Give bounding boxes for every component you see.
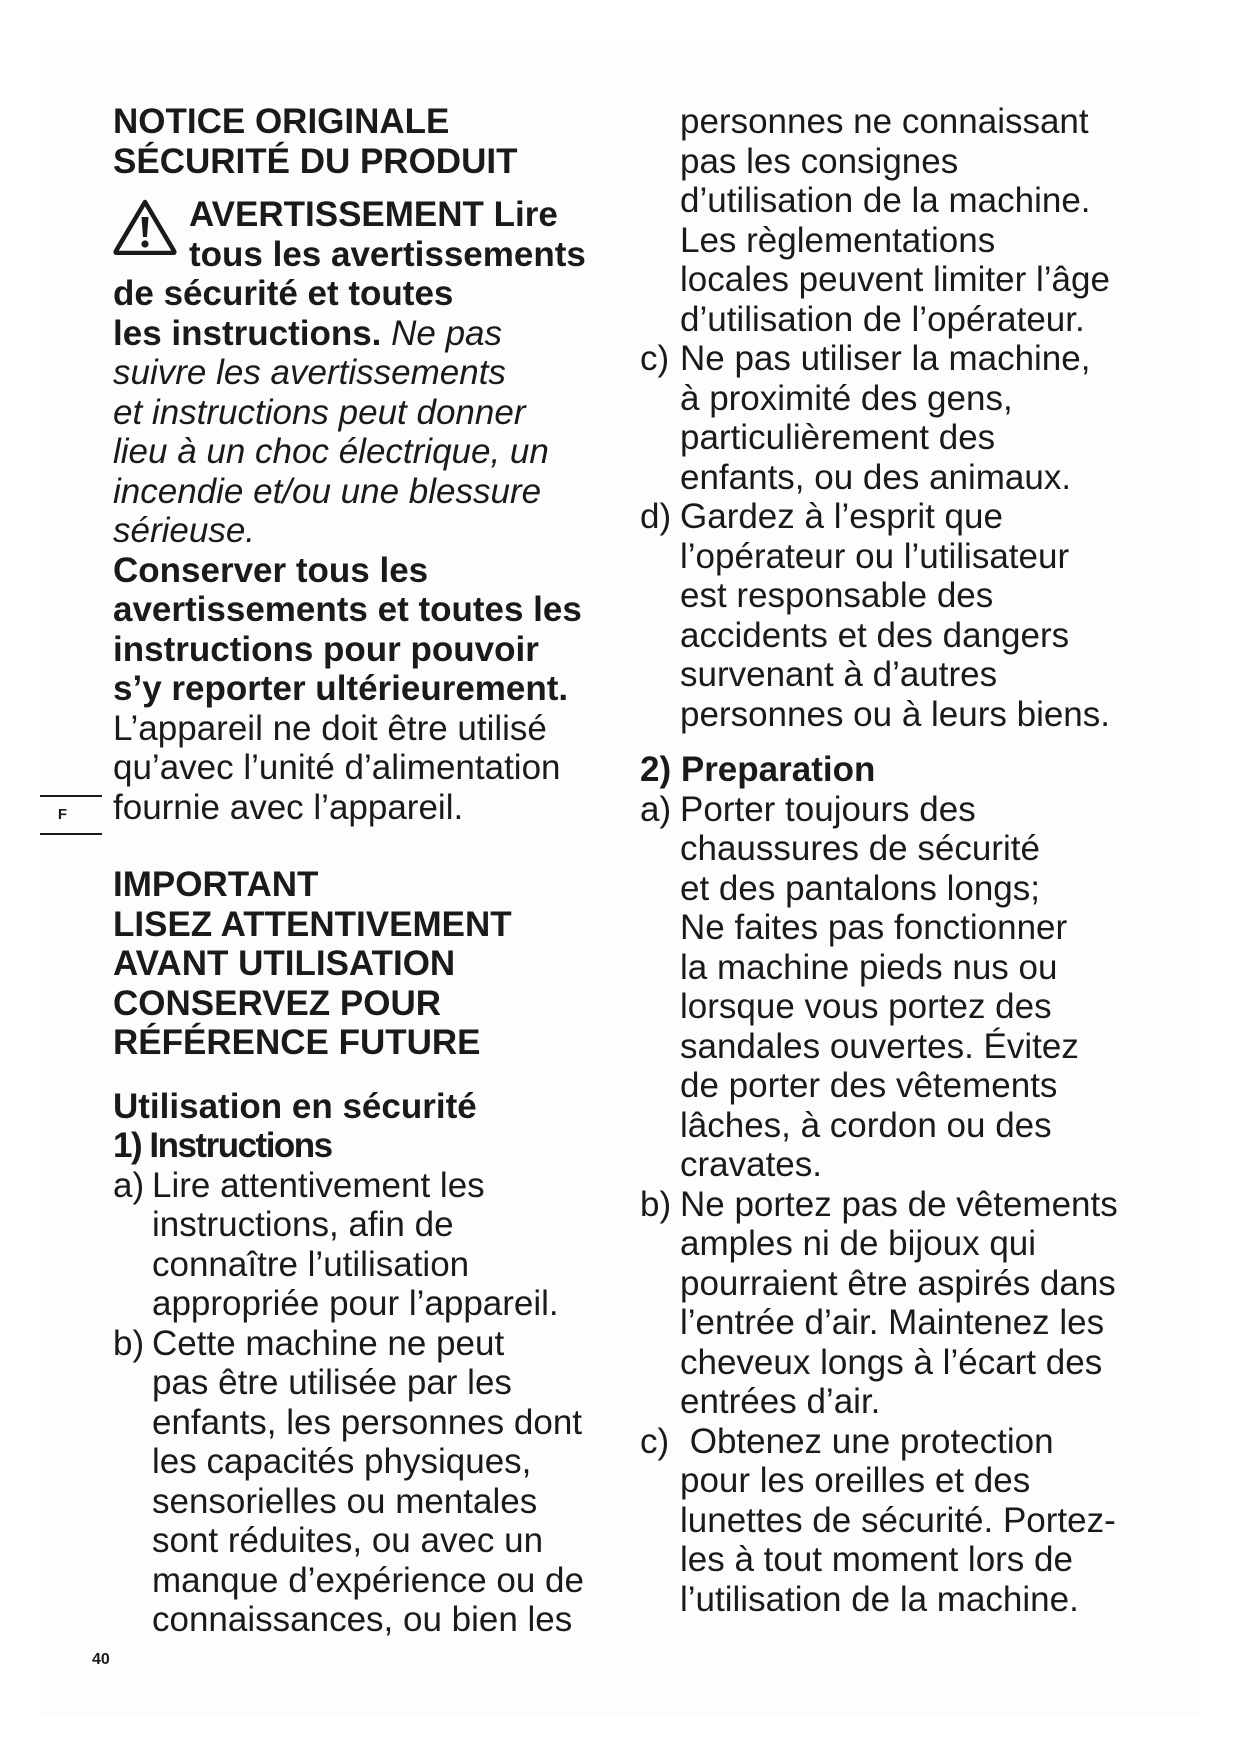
language-side-tab [40,795,102,835]
language-letter: F [57,806,68,823]
right-column [640,102,1200,1619]
page-number: 40 [92,1651,110,1668]
divider [40,833,102,835]
continuation-text: personnes ne connaissant pas les consignes d’utilisation de la machine. Les règlementations locales peuvent limiter l’âge d’utilisation de l’opérateur. [680,102,1110,339]
left-column [113,102,613,1640]
list-item: b) Cette machine ne peut pas être utilisée par les enfants, les personnes dont les capacités physiques, sensorielles ou mentales sont réduites, ou avec un manque d’expérience ou de connaissances, ou bien les [113,1323,584,1639]
safe-use-heading: Utilisation en sécurité [113,1086,477,1126]
list-item: c) Ne pas utiliser la machine, à proximité des gens, particulièrement des enfants, ou des animaux. [640,339,1091,497]
list-item: b) Ne portez pas de vêtements amples ni de bijoux qui pourraient être aspirés dans l’entrée d’air. Maintenez les cheveux longs à l’écart des entrées d’air. [640,1184,1118,1421]
list-item: a) Lire attentivement les instructions, afin de connaître l’utilisation appropriée pour l’appareil. [113,1165,559,1323]
list-item: d) Gardez à l’esprit que l’opérateur ou l’utilisateur est responsable des accidents et des dangers survenant à d’autres personnes ou à leurs biens. [640,497,1110,734]
preparation-heading: 2) Preparation [640,750,876,789]
document-title: NOTICE ORIGINALE SÉCURITÉ DU PRODUIT [113,102,518,181]
list-item: a) Porter toujours des chaussures de sécurité et des pantalons longs; Ne faites pas fonctionner la machine pieds nus ou lorsque vous portez des sandales ouvertes. Évitez de porter des vêtements lâches, à cordon ou des cravates. [640,789,1079,1184]
list-item: c) Obtenez une protection pour les oreilles et des lunettes de sécurité. Portez- les à tout moment lors de l’utilisation de la machine. [640,1421,1116,1619]
warning-triangle-icon [113,199,177,255]
conserve-instructions: Conserver tous les avertissements et toutes les instructions pour pouvoir s’y reporter ultérieurement. [113,550,582,708]
appliance-note: L’appareil ne doit être utilisé qu’avec l’unité d’alimentation fournie avec l’appareil. [113,708,561,827]
instructions-subheading: 1) Instructions [113,1126,332,1165]
important-notice: IMPORTANT LISEZ ATTENTIVEMENT AVANT UTILISATION CONSERVEZ POUR RÉFÉRENCE FUTURE [113,865,512,1062]
safety-warning: AVERTISSEMENT Lire tous les avertissements de sécurité et toutes les instructions. Ne pas suivre les avertissements et instructions peut donner lieu à un choc électrique, un incendie et/ou une blessure sérieuse. [113,195,586,550]
